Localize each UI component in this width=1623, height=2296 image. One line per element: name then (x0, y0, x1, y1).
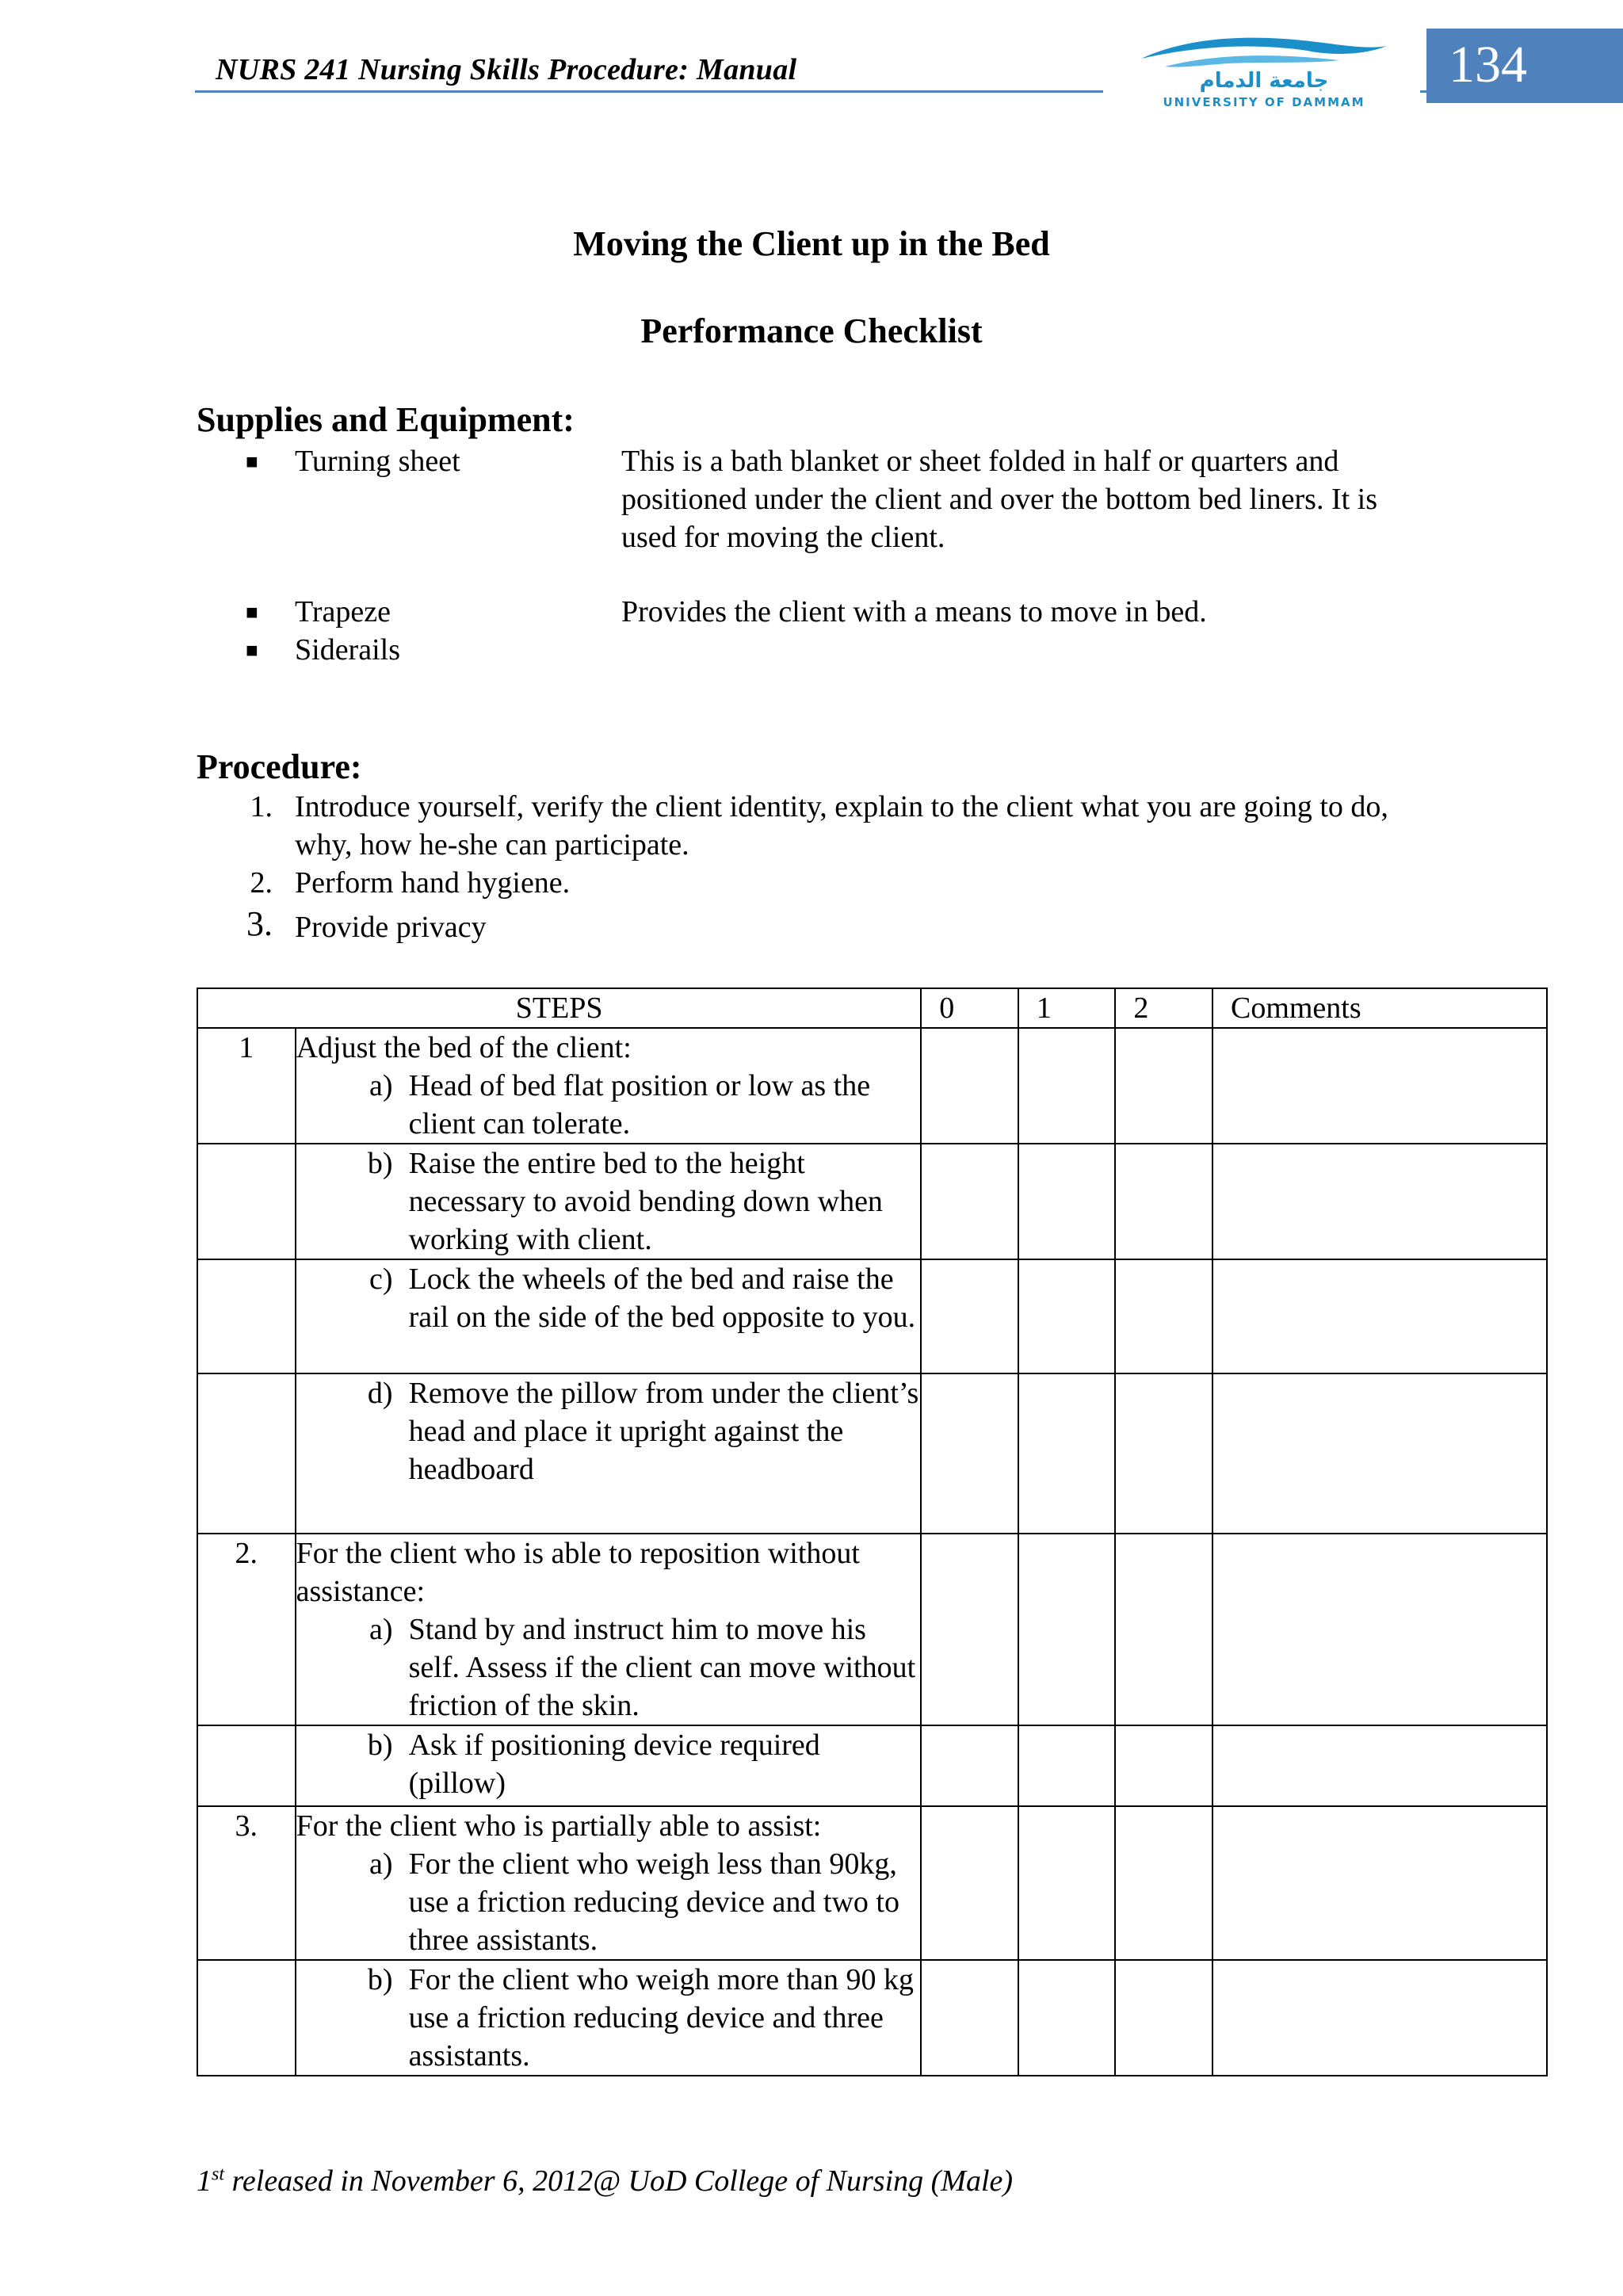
sub-step-label: a) (369, 1613, 393, 1646)
procedure-number: 2. (250, 866, 273, 900)
sub-step-text: Head of bed flat position or low as the client can tolerate. (408, 1069, 871, 1140)
sub-step (296, 1610, 921, 1725)
step-intro: For the client who is able to reposition without assistance: (296, 1537, 860, 1608)
score-2-cell[interactable] (1115, 1259, 1212, 1373)
column-header-score-2: 2 (1115, 988, 1212, 1028)
step-number (197, 1259, 296, 1373)
step-number: 3. (197, 1806, 296, 1960)
score-2-cell[interactable] (1115, 1806, 1212, 1960)
table-row (197, 1259, 1547, 1373)
score-0-cell[interactable] (921, 1534, 1018, 1725)
university-logo (1133, 32, 1395, 111)
sub-step-label: b) (367, 1147, 393, 1180)
sub-step-label: a) (369, 1847, 393, 1881)
procedure-text: Perform hand hygiene. (295, 866, 571, 900)
footer-prefix: 1 (197, 2164, 212, 2198)
score-1-cell[interactable] (1018, 1028, 1116, 1144)
header-rule-end (1420, 90, 1426, 93)
procedure-number: 3. (246, 904, 273, 943)
score-0-cell[interactable] (921, 1373, 1018, 1534)
bullet-icon: ■ (246, 601, 258, 624)
sub-step-text: Ask if positioning device required (pillow) (408, 1729, 820, 1800)
step-cell (296, 1960, 922, 2076)
table-row (197, 1373, 1547, 1534)
column-header-score-0: 0 (921, 988, 1018, 1028)
sub-step-text: For the client who weigh more than 90 kg use a friction reducing device and three assistants. (408, 1963, 915, 2073)
step-number (197, 1960, 296, 2076)
supply-description: This is a bath blanket or sheet folded in half or quarters and positioned under the client and over the bottom bed liners. It is used for moving the client. (621, 445, 1378, 554)
sub-step (296, 1726, 921, 1802)
score-1-cell[interactable] (1018, 1534, 1116, 1725)
supply-name: Trapeze (295, 595, 391, 628)
score-0-cell[interactable] (921, 1028, 1018, 1144)
step-cell (296, 1806, 922, 1960)
column-header-steps: STEPS (197, 988, 921, 1028)
sub-step (296, 1961, 921, 2075)
step-intro: Adjust the bed of the client: (296, 1031, 632, 1064)
score-1-cell[interactable] (1018, 1144, 1116, 1259)
step-cell (296, 1534, 922, 1725)
procedure-number: 1. (250, 790, 273, 823)
sub-step-label: b) (367, 1963, 393, 1996)
comments-cell[interactable] (1212, 1144, 1547, 1259)
document-title: Moving the Client up in the Bed (573, 224, 1050, 263)
header-rule (195, 90, 1103, 93)
supply-description: Provides the client with a means to move in bed. (621, 595, 1207, 628)
step-intro: For the client who is partially able to assist: (296, 1809, 822, 1843)
score-0-cell[interactable] (921, 1806, 1018, 1960)
comments-cell[interactable] (1212, 1806, 1547, 1960)
table-row (197, 1534, 1547, 1725)
table-row (197, 1806, 1547, 1960)
sub-step-text: Stand by and instruct him to move his self. Assess if the client can move without friction of the skin. (408, 1613, 916, 1722)
step-number: 1 (197, 1028, 296, 1144)
comments-cell[interactable] (1212, 1259, 1547, 1373)
procedure-text: Introduce yourself, verify the client identity, explain to the client what you are going to do, why, how he-she can participate. (295, 790, 1388, 861)
score-2-cell[interactable] (1115, 1144, 1212, 1259)
step-cell (296, 1259, 922, 1373)
table-row (197, 1144, 1547, 1259)
footer-note (197, 2164, 1013, 2199)
logo-arabic-text: جامعة الدمام (1199, 69, 1329, 93)
sub-step-text: Lock the wheels of the bed and raise the rail on the side of the bed opposite to you. (408, 1263, 916, 1334)
sub-step (296, 1845, 921, 1959)
step-number: 2. (197, 1534, 296, 1725)
step-cell (296, 1373, 922, 1534)
document-subtitle: Performance Checklist (640, 311, 983, 350)
table-row (197, 1725, 1547, 1806)
step-number (197, 1373, 296, 1534)
score-1-cell[interactable] (1018, 1373, 1116, 1534)
logo-wave-top (1141, 38, 1387, 59)
bullet-icon: ■ (246, 639, 258, 662)
score-1-cell[interactable] (1018, 1960, 1116, 2076)
logo-english-text: UNIVERSITY OF DAMMAM (1163, 95, 1365, 109)
logo-wave-bottom (1165, 55, 1339, 67)
step-number (197, 1725, 296, 1806)
column-header-score-1: 1 (1018, 988, 1116, 1028)
column-header-comments: Comments (1212, 988, 1547, 1028)
sub-step-label: b) (367, 1729, 393, 1762)
sub-step (296, 1144, 921, 1259)
comments-cell[interactable] (1212, 1534, 1547, 1725)
comments-cell[interactable] (1212, 1028, 1547, 1144)
score-2-cell[interactable] (1115, 1960, 1212, 2076)
score-0-cell[interactable] (921, 1960, 1018, 2076)
supplies-heading: Supplies and Equipment: (197, 400, 575, 439)
supply-name: Siderails (295, 633, 400, 667)
comments-cell[interactable] (1212, 1373, 1547, 1534)
manual-title: NURS 241 Nursing Skills Procedure: Manual (216, 53, 797, 86)
checklist-table (197, 988, 1548, 2076)
table-header-row (197, 988, 1547, 1028)
step-cell (296, 1028, 922, 1144)
score-2-cell[interactable] (1115, 1373, 1212, 1534)
sub-step-label: d) (367, 1377, 393, 1410)
sub-step-text: For the client who weigh less than 90kg, use a friction reducing device and two to three assistants. (408, 1847, 899, 1957)
score-1-cell[interactable] (1018, 1806, 1116, 1960)
page-number-box (1426, 29, 1623, 103)
procedure-text: Provide privacy (295, 911, 487, 944)
score-1-cell[interactable] (1018, 1259, 1116, 1373)
score-2-cell[interactable] (1115, 1028, 1212, 1144)
comments-cell[interactable] (1212, 1960, 1547, 2076)
score-0-cell[interactable] (921, 1725, 1018, 1806)
score-0-cell[interactable] (921, 1259, 1018, 1373)
sub-step (296, 1067, 921, 1143)
score-1-cell[interactable] (1018, 1725, 1116, 1806)
score-0-cell[interactable] (921, 1144, 1018, 1259)
step-cell (296, 1725, 922, 1806)
sub-step-label: a) (369, 1069, 393, 1102)
step-number (197, 1144, 296, 1259)
supply-name: Turning sheet (295, 445, 460, 478)
bullet-icon: ■ (246, 450, 258, 473)
footer-superscript: st (212, 2164, 225, 2185)
sub-step-text: Raise the entire bed to the height necessary to avoid bending down when working with client. (408, 1147, 883, 1256)
procedure-heading: Procedure: (197, 747, 362, 786)
score-2-cell[interactable] (1115, 1725, 1212, 1806)
table-row (197, 1028, 1547, 1144)
table-row (197, 1960, 1547, 2076)
step-cell (296, 1144, 922, 1259)
footer-text: released in November 6, 2012@ UoD College of Nursing (Male) (224, 2164, 1014, 2198)
sub-step (296, 1374, 921, 1488)
sub-step (296, 1260, 921, 1336)
sub-step-label: c) (369, 1263, 393, 1296)
page-number: 134 (1449, 36, 1527, 94)
sub-step-text: Remove the pillow from under the client’s head and place it upright against the headboard (408, 1377, 919, 1486)
score-2-cell[interactable] (1115, 1534, 1212, 1725)
comments-cell[interactable] (1212, 1725, 1547, 1806)
